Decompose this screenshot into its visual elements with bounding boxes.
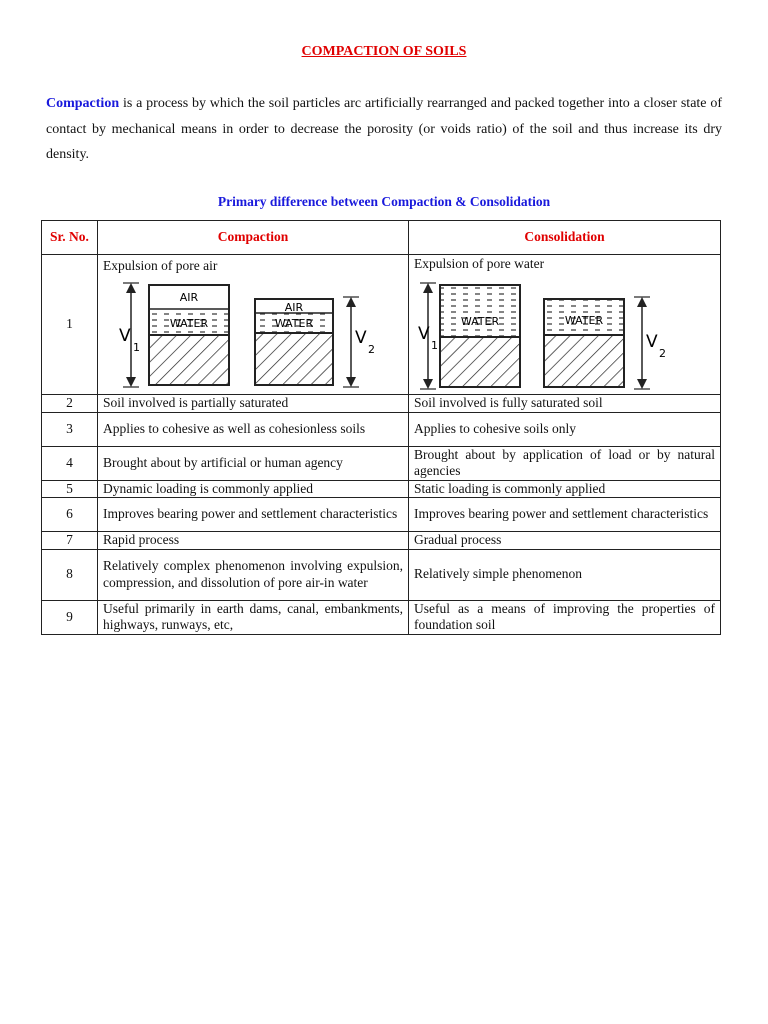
row-compaction: Rapid process xyxy=(98,532,409,550)
row-compaction: Soil involved is partially saturated xyxy=(98,395,409,413)
row-sr: 8 xyxy=(42,549,98,600)
table-row xyxy=(42,255,721,395)
row-compaction: Improves bearing power and settlement characteristics xyxy=(98,498,409,532)
row-consolidation: Applies to cohesive soils only xyxy=(409,412,721,446)
svg-text:WATER: WATER xyxy=(274,316,314,330)
svg-text:2: 2 xyxy=(659,346,666,360)
row-compaction: Applies to cohesive as well as cohesionless soils xyxy=(98,412,409,446)
svg-text:AIR: AIR xyxy=(284,300,304,314)
row-compaction-cell xyxy=(98,255,409,395)
air-label: AIR xyxy=(179,290,199,304)
table-row xyxy=(42,498,721,532)
row-sr: 9 xyxy=(42,600,98,634)
v1-label: V xyxy=(119,325,131,346)
row-sr: 2 xyxy=(42,395,98,413)
comparison-table xyxy=(41,220,721,635)
header-consolidation: Consolidation xyxy=(409,221,721,255)
row-compaction: Brought about by artificial or human agency xyxy=(98,446,409,480)
table-row xyxy=(42,395,721,413)
table-row xyxy=(42,412,721,446)
row-sr: 7 xyxy=(42,532,98,550)
svg-text:V: V xyxy=(646,331,658,352)
row-sr: 3 xyxy=(42,412,98,446)
header-compaction: Compaction xyxy=(98,221,409,255)
table-header-row xyxy=(42,221,721,255)
row-consolidation: Expulsion of pore water xyxy=(414,256,545,271)
table-row xyxy=(42,549,721,600)
svg-text:WATER: WATER xyxy=(460,314,500,328)
table-row xyxy=(42,446,721,480)
row-consolidation: Gradual process xyxy=(409,532,721,550)
row-consolidation-cell xyxy=(409,255,721,395)
row-sr: 6 xyxy=(42,498,98,532)
row-sr: 5 xyxy=(42,480,98,498)
row-compaction: Dynamic loading is commonly applied xyxy=(98,480,409,498)
v2-arrow-consolidation xyxy=(634,297,666,389)
consolidation-diagram xyxy=(414,279,714,391)
row-compaction: Relatively complex phenomenon involving expulsion, compression, and dissolution of pore air-in water xyxy=(98,549,409,600)
svg-text:2: 2 xyxy=(368,342,375,356)
v2-label: V xyxy=(355,327,367,348)
row-sr: 4 xyxy=(42,446,98,480)
svg-text:1: 1 xyxy=(133,340,140,354)
intro-term: Compaction xyxy=(46,96,120,111)
table-row xyxy=(42,600,721,634)
table-title: Primary difference between Compaction & Consolidation xyxy=(217,194,551,209)
row-compaction: Expulsion of pore air xyxy=(103,258,218,273)
saturated-container-1 xyxy=(440,285,520,387)
compaction-diagram xyxy=(103,281,403,389)
svg-text:1: 1 xyxy=(431,338,438,352)
row-consolidation: Relatively simple phenomenon xyxy=(409,549,721,600)
row-consolidation: Improves bearing power and settlement characteristics xyxy=(409,498,721,532)
v2-arrow xyxy=(343,297,375,387)
svg-text:V: V xyxy=(418,323,430,344)
soil-container-1 xyxy=(149,285,229,385)
v1-arrow xyxy=(119,283,140,387)
saturated-container-2 xyxy=(544,299,624,387)
intro-text: is a process by which the soil particles arc artificially rearranged and packed together into a closer state of contact by mechanical means in order to decrease the porosity (or voids ratio) of the soil and thus increase its dry density. xyxy=(46,96,722,162)
svg-text:WATER: WATER xyxy=(564,313,604,327)
row-consolidation: Static loading is commonly applied xyxy=(409,480,721,498)
row-sr: 1 xyxy=(42,255,98,395)
row-consolidation: Useful as a means of improving the properties of foundation soil xyxy=(409,600,721,634)
row-consolidation: Brought about by application of load or by natural agencies xyxy=(409,446,721,480)
intro-paragraph xyxy=(46,91,722,168)
row-consolidation: Soil involved is fully saturated soil xyxy=(409,395,721,413)
header-sr: Sr. No. xyxy=(42,221,98,255)
v1-arrow-consolidation xyxy=(418,283,438,389)
table-row xyxy=(42,480,721,498)
water-label: WATER xyxy=(169,316,209,330)
soil-container-2 xyxy=(255,299,333,385)
page-title: COMPACTION OF SOILS xyxy=(301,44,467,59)
table-row xyxy=(42,532,721,550)
row-compaction: Useful primarily in earth dams, canal, embankments, highways, runways, etc, xyxy=(98,600,409,634)
